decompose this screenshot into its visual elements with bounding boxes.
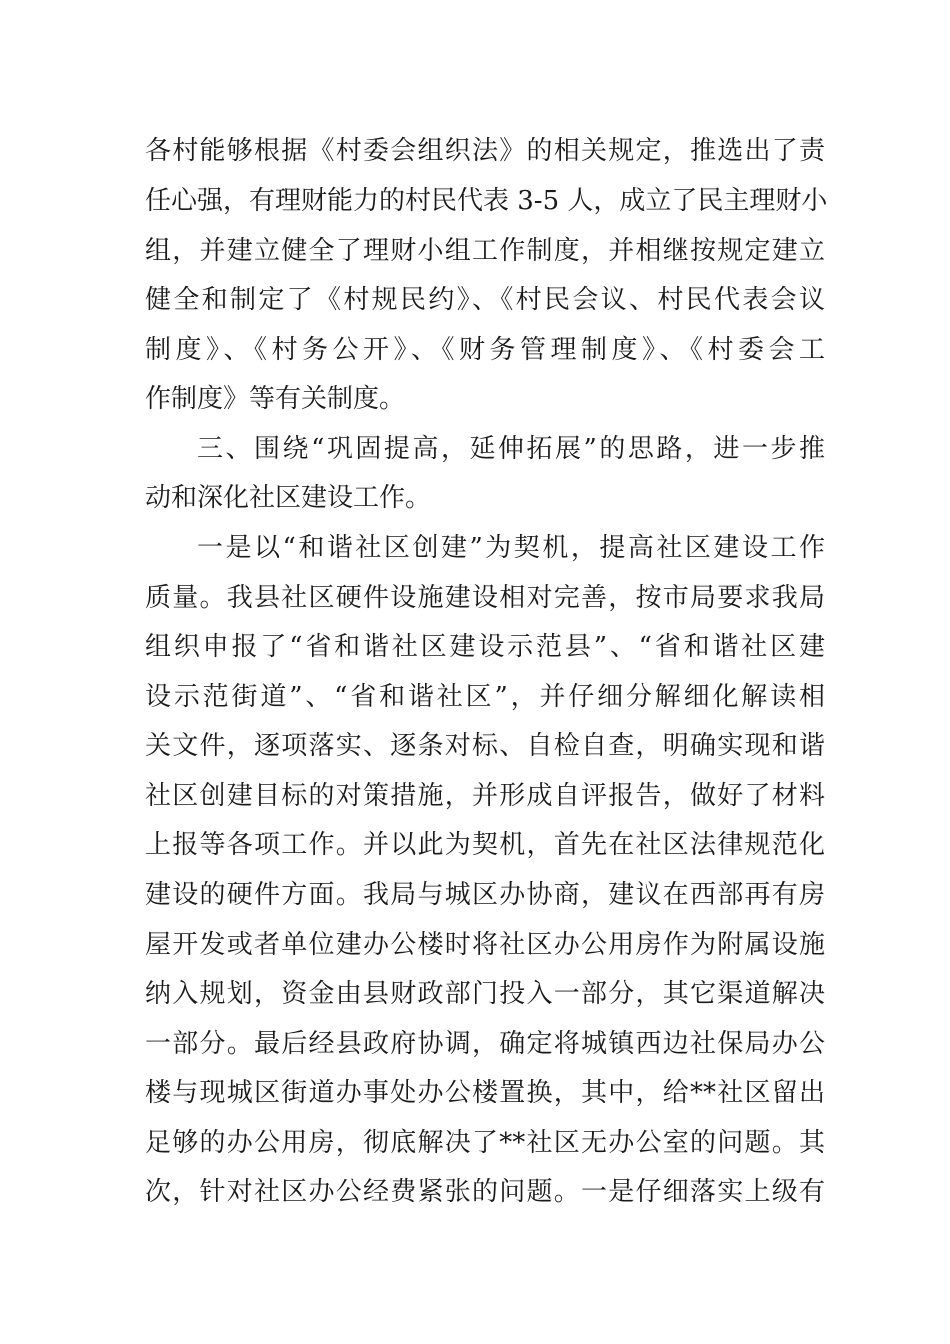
text-line: 纳入规划，资金由县财政部门投入一部分，其它渠道解决 [145, 979, 825, 1009]
text-line: 任心强，有理财能力的村民代表 3-5 人，成立了民主理财小 [145, 186, 828, 216]
text-line: 社区创建目标的对策措施，并形成自评报告，做好了材料 [145, 781, 825, 811]
paragraph-heading: 三、围绕“巩固提高，延伸拓展”的思路，进一步推 [197, 434, 825, 464]
text-line: 足够的办公用房，彻底解决了**社区无办公室的问题。其 [145, 1128, 825, 1158]
text-line: 各村能够根据《村委会组织法》的相关规定，推选出了责 [145, 136, 825, 166]
text-line: 设示范街道”、“省和谐社区”，并仔细分解细化解读相 [145, 682, 825, 712]
text-line: 屋开发或者单位建办公楼时将社区办公用房作为附属设施 [145, 930, 825, 960]
text-line: 楼与现城区街道办事处办公楼置换，其中，给**社区留出 [145, 1078, 825, 1108]
text-line: 动和深化社区建设工作。 [145, 483, 432, 513]
text-line: 质量。我县社区硬件设施建设相对完善，按市局要求我局 [145, 583, 825, 613]
text-line: 作制度》等有关制度。 [145, 384, 406, 414]
paragraph-start: 一是以“和谐社区创建”为契机，提高社区建设工作 [197, 533, 825, 563]
text-line: 组，并建立健全了理财小组工作制度，并相继按规定建立 [145, 236, 825, 266]
text-line: 次，针对社区办公经费紧张的问题。一是仔细落实上级有 [145, 1177, 825, 1207]
text-line: 健全和制定了《村规民约》、《村民会议、村民代表会议 [145, 285, 825, 315]
text-line: 制度》、《村务公开》、《财务管理制度》、《村委会工 [145, 335, 825, 365]
text-line: 组织申报了“省和谐社区建设示范县”、“省和谐社区建 [145, 632, 825, 662]
text-line: 关文件，逐项落实、逐条对标、自检自查，明确实现和谐 [145, 731, 825, 761]
text-line: 一部分。最后经县政府协调，确定将城镇西边社保局办公 [145, 1029, 825, 1059]
text-line: 建设的硬件方面。我局与城区办协商，建议在西部再有房 [145, 880, 825, 910]
text-line: 上报等各项工作。并以此为契机，首先在社区法律规范化 [145, 830, 825, 860]
